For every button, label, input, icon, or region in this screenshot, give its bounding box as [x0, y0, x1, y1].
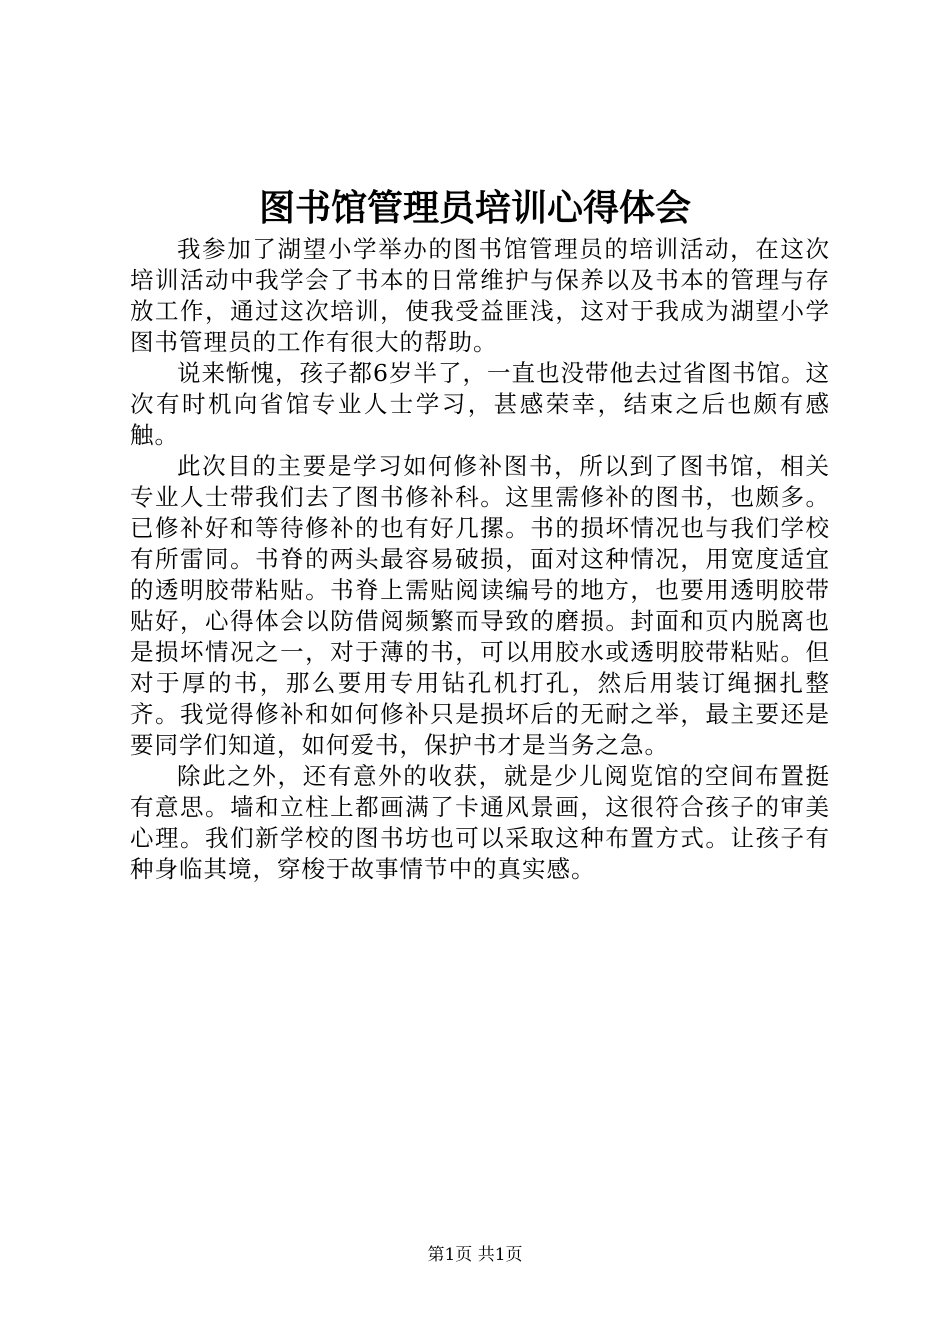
paragraph: 说来惭愧，孩子都6岁半了，一直也没带他去过省图书馆。这次有时机向省馆专业人士学习，甚感荣幸，结束之后也颇有感触。	[130, 359, 830, 449]
document-title: 图书馆管理员培训心得体会	[258, 187, 691, 229]
paragraph: 此次目的主要是学习如何修补图书，所以到了图书馆，相关专业人士带我们去了图书修补科。这里需修补的图书，也颇多。已修补好和等待修补的也有好几摞。书的损坏情况也与我们学校有所雷同。书脊的两头最容易破损，面对这种情况，用宽度适宜的透明胶带粘贴。书脊上需贴阅读编号的地方，也要用透明胶带贴好，心得体会以防借阅频繁而导致的磨损。封面和页内脱离也是损坏情况之一，对于薄的书，可以用胶水或透明胶带粘贴。但对于厚的书，那么要用专用钻孔机打孔，然后用装订绳捆扎整齐。我觉得修补和如何修补只是损坏后的无耐之举，最主要还是要同学们知道，如何爱书，保护书才是当务之急。	[130, 452, 830, 759]
document-body	[130, 234, 830, 885]
paragraph: 我参加了湖望小学举办的图书馆管理员的培训活动，在这次培训活动中我学会了书本的日常维护与保养以及书本的管理与存放工作，通过这次培训，使我受益匪浅，这对于我成为湖望小学图书管理员的工作有很大的帮助。	[130, 235, 830, 356]
paragraph: 除此之外，还有意外的收获，就是少儿阅览馆的空间布置挺有意思。墙和立柱上都画满了卡通风景画，这很符合孩子的审美心理。我们新学校的图书坊也可以采取这种布置方式。让孩子有种身临其境，穿梭于故事情节中的真实感。	[130, 762, 830, 883]
page-footer: 第1页 共1页	[427, 1245, 523, 1265]
